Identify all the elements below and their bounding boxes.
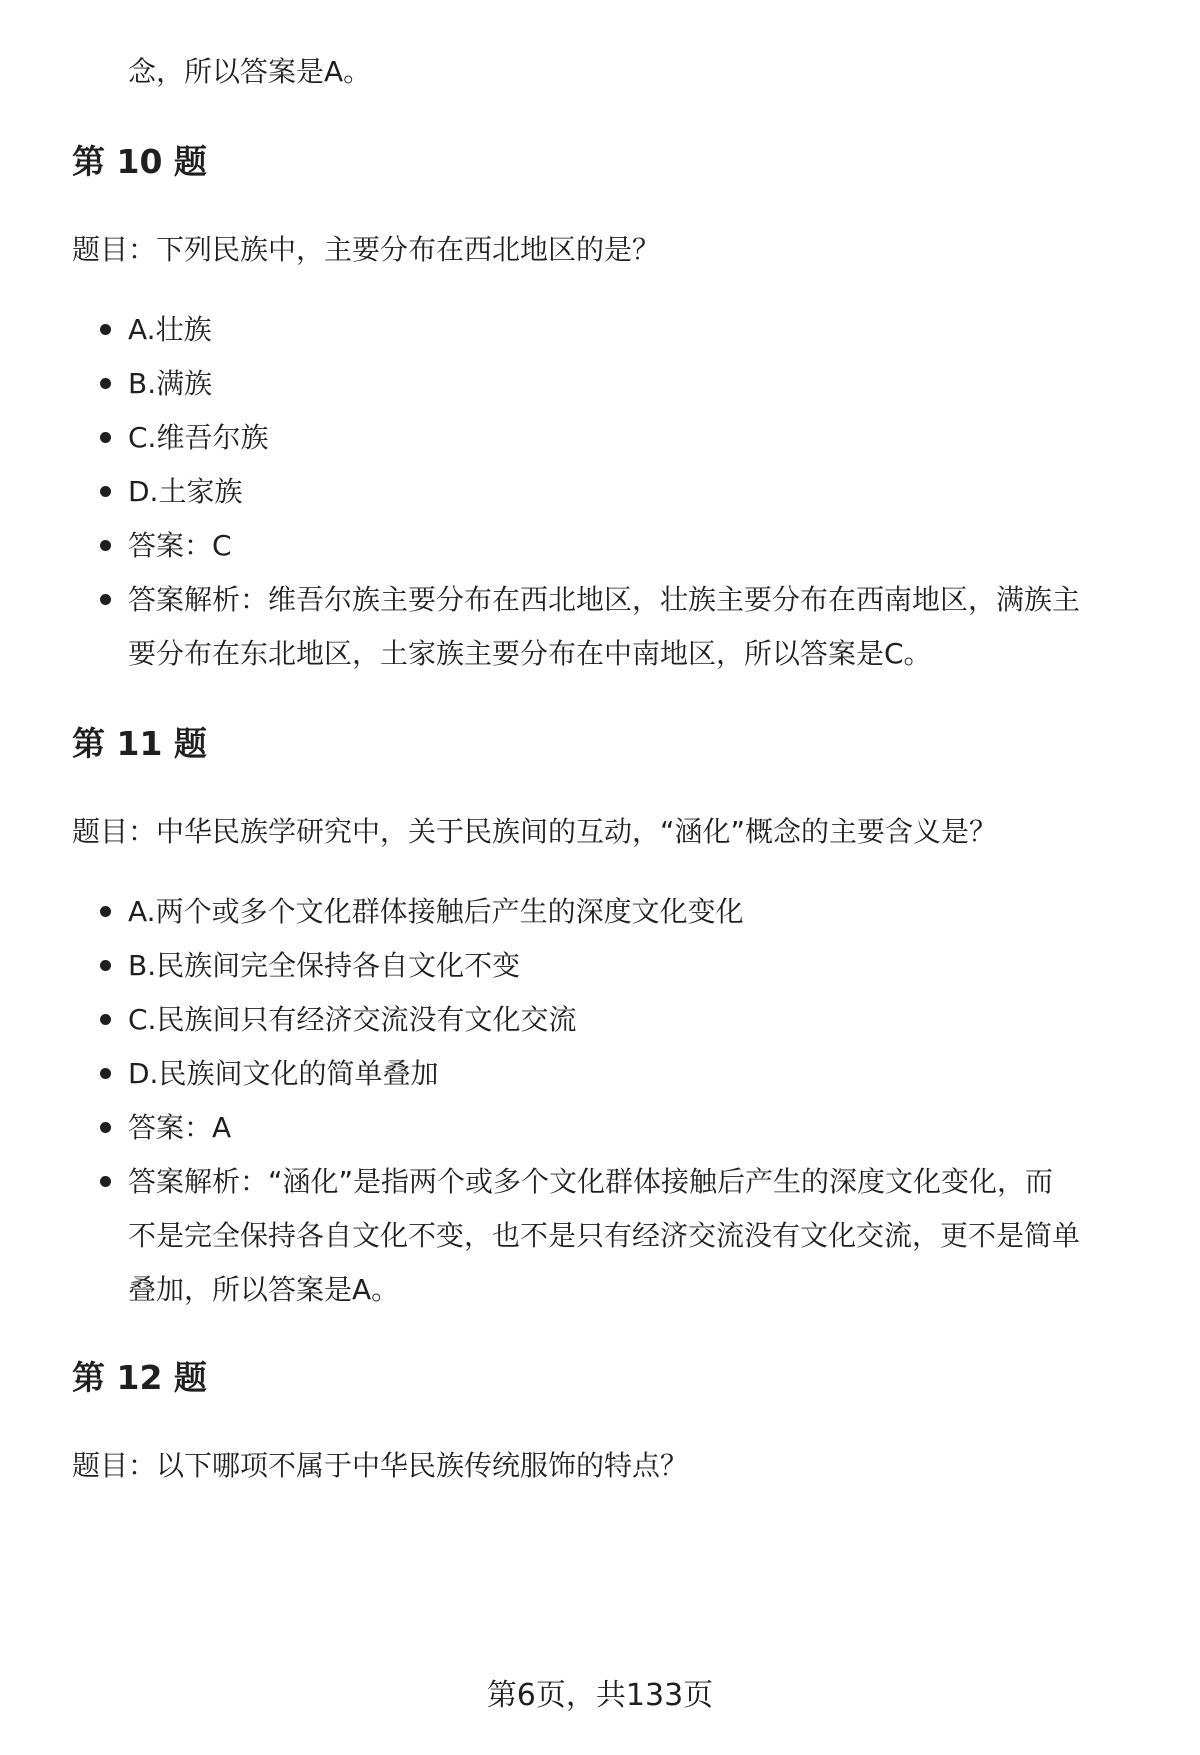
question-12-text: 题目：以下哪项不属于中华民族传统服饰的特点？ [72, 1449, 689, 1482]
question-10-heading: 第 10 题 [72, 142, 207, 181]
question-11-heading: 第 11 题 [72, 724, 207, 763]
question-11-option-b: B.民族间完全保持各自文化不变 [128, 946, 520, 986]
previous-analysis-tail: 念，所以答案是A。 [128, 55, 372, 88]
question-10-answer: 答案：C [128, 526, 232, 566]
question-10-analysis-line-1: 答案解析：维吾尔族主要分布在西北地区，壮族主要分布在西南地区，满族主 [128, 580, 1080, 620]
question-12-heading: 第 12 题 [72, 1358, 207, 1397]
question-10-option-a: A.壮族 [128, 310, 212, 350]
question-11-option-a: A.两个或多个文化群体接触后产生的深度文化变化 [128, 892, 744, 932]
question-11-answer: 答案：A [128, 1108, 231, 1148]
question-11-analysis-line-3: 叠加，所以答案是A。 [128, 1273, 400, 1306]
question-11-option-d: D.民族间文化的简单叠加 [128, 1054, 438, 1094]
question-10-option-d: D.土家族 [128, 472, 242, 512]
question-11-analysis-line-1: 答案解析：“涵化”是指两个或多个文化群体接触后产生的深度文化变化，而 [128, 1162, 1053, 1202]
question-10-analysis-line-2: 要分布在东北地区，土家族主要分布在中南地区，所以答案是C。 [128, 637, 932, 670]
question-10-option-c: C.维吾尔族 [128, 418, 268, 458]
page-number-footer: 第6页，共133页 [486, 1678, 714, 1713]
question-11-analysis-line-2: 不是完全保持各自文化不变，也不是只有经济交流没有文化交流，更不是简单 [128, 1219, 1081, 1252]
question-11-text: 题目：中华民族学研究中，关于民族间的互动，“涵化”概念的主要含义是？ [72, 815, 998, 848]
question-10-text: 题目：下列民族中，主要分布在西北地区的是？ [72, 233, 661, 266]
question-11-option-c: C.民族间只有经济交流没有文化交流 [128, 1000, 576, 1040]
question-10-option-b: B.满族 [128, 364, 212, 404]
